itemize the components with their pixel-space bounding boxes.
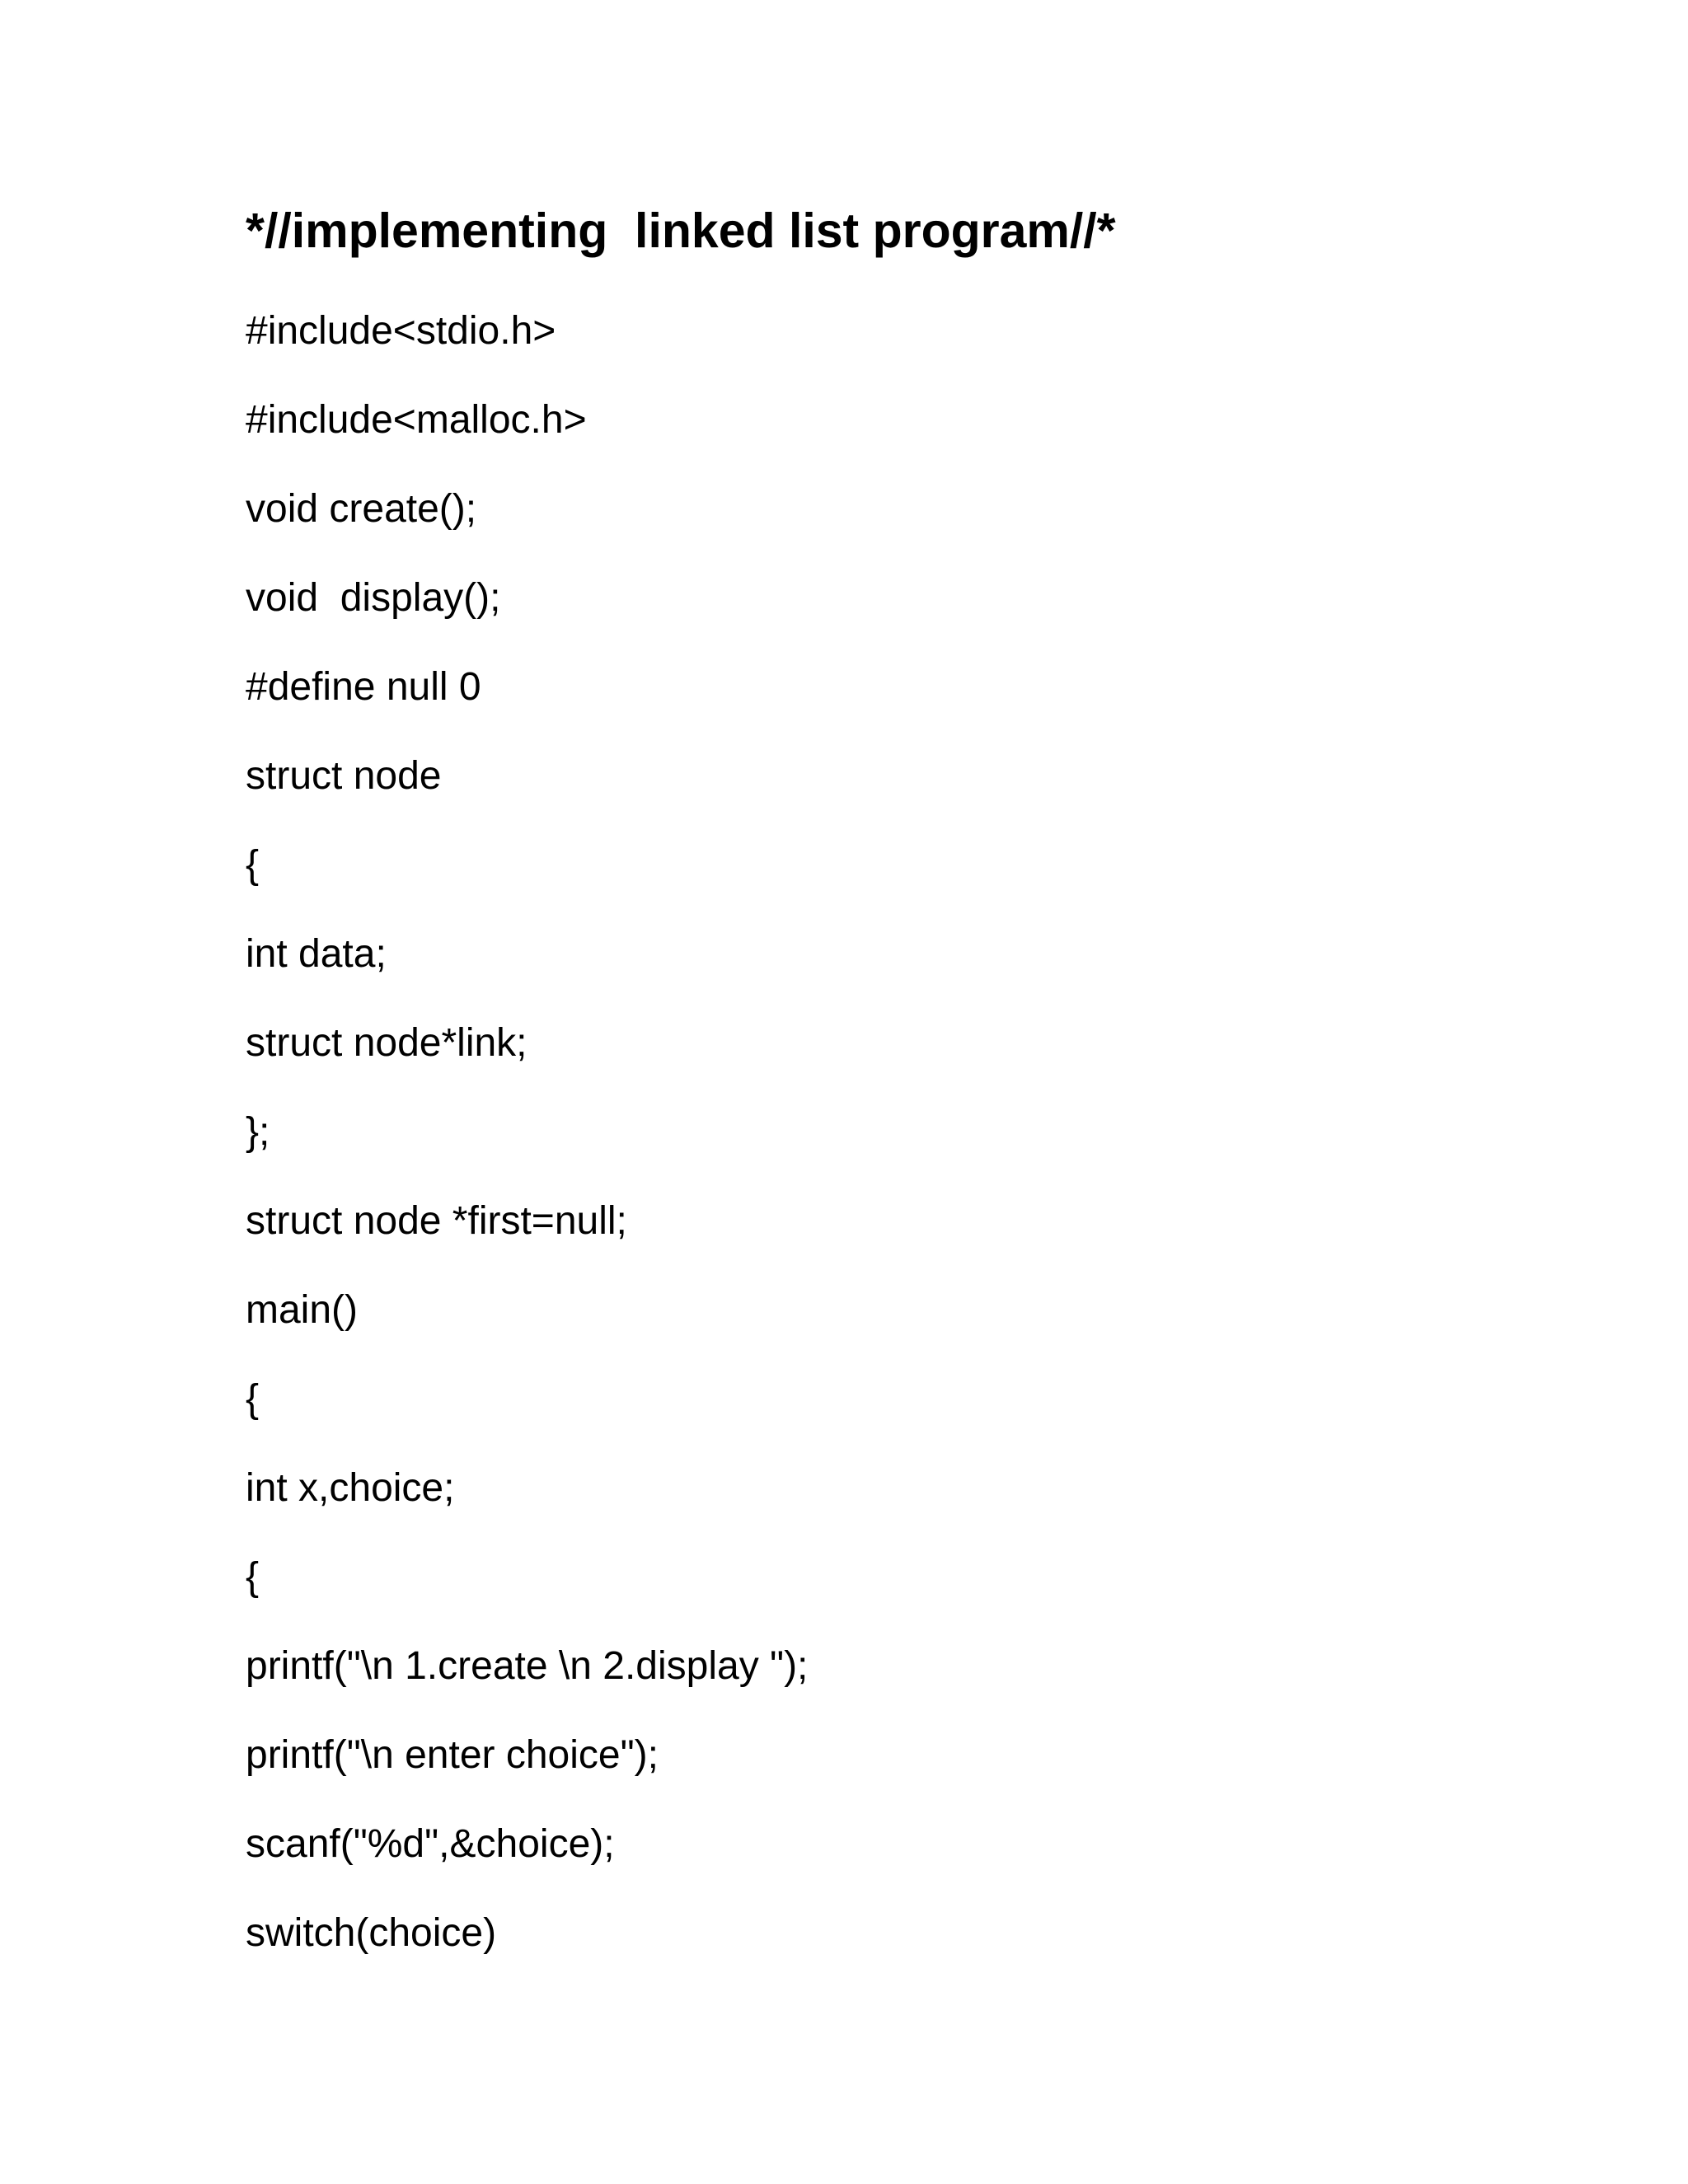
code-line: }; <box>246 1110 270 1154</box>
code-line: int x,choice; <box>246 1466 455 1510</box>
code-line: #include<stdio.h> <box>246 309 556 353</box>
code-line: switch(choice) <box>246 1911 497 1955</box>
code-line: void create(); <box>246 487 477 531</box>
code-line: struct node *first=null; <box>246 1199 627 1243</box>
code-line: scanf("%d",&choice); <box>246 1822 615 1866</box>
code-line: { <box>246 1555 260 1599</box>
code-line: struct node <box>246 754 442 798</box>
code-listing <box>246 298 808 1990</box>
code-line: printf("\n enter choice"); <box>246 1733 659 1777</box>
code-line: { <box>246 1377 260 1421</box>
code-line: #include<malloc.h> <box>246 398 587 442</box>
document-title: *//implementing linked list program//* <box>246 204 1116 258</box>
code-line: { <box>246 843 260 887</box>
code-line: struct node*link; <box>246 1021 528 1065</box>
code-line: void display(); <box>246 576 501 620</box>
code-line: #define null 0 <box>246 665 481 709</box>
code-line: main() <box>246 1288 359 1332</box>
code-line: int data; <box>246 932 387 976</box>
code-line: printf("\n 1.create \n 2.display "); <box>246 1644 809 1688</box>
